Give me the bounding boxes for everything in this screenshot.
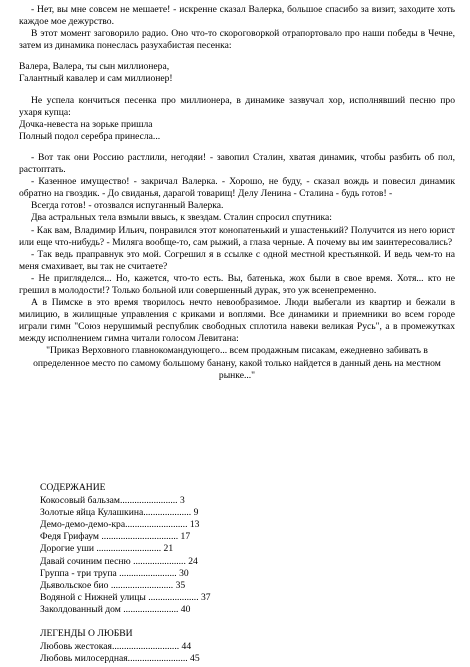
paragraph: - Не пригляделся... Но, кажется, что-то есть. Вы, батенька, жох были в свое время. Хотя... кто не грешил в молодости!? Только больной или совершенный дурак, это уж всенепременно. — [19, 272, 455, 296]
paragraph: - Так ведь праправнук это мой. Согрешил я в ссылке с одной местной крестьянкой. И ведь чем-то на меня смахивает, вы так не считаете? — [19, 248, 455, 272]
paragraph: - Как вам, Владимир Ильич, понравился этот конопатенький и ушастенький? Получится из него юрист или еще что-нибудь? - Миляга вообще-то, сам рыжий, а глаза черные. А почему вы им заинтересовались? — [19, 224, 455, 248]
toc-item: Заколдованный дом ....................... 40 — [40, 603, 191, 615]
paragraph: Всегда готов! - отозвался испуганный Валерка. — [31, 200, 224, 212]
paragraph: Не успела кончиться песенка про миллионера, в динамике зазвучал хор, исполнявший песню про ухаря купца: — [19, 94, 455, 118]
song-line: Дочка-невеста на зорьке пришла — [19, 118, 153, 130]
table-of-contents — [40, 482, 240, 665]
toc-list-section2 — [40, 641, 240, 665]
song-line: Валера, Валера, ты сын миллионера, — [19, 61, 170, 73]
toc-item: Любовь жестокая............................ 44 — [40, 641, 192, 653]
paragraph: - Вот так они Россию растлили, негодяи! - завопил Сталин, хватая динамик, чтобы разбить об пол, растоптать. — [19, 151, 455, 176]
toc-item: Демо-демо-демо-кра.......................... 13 — [40, 519, 200, 531]
toc-item: Федя Грифаум ................................ 17 — [40, 531, 191, 543]
paragraph: В этот момент заговорило радио. Оно что-то скороговоркой отрапортовало про наши победы в Чечне, затем из динамика понеслась разухабистая песенка: — [19, 28, 455, 52]
paragraph: - Казенное имущество! - закричал Валерка. - Хорошо, не буду, - сказал вождь и повесил динамик обратно на гвоздик. - До свиданья, дарагой товарищ! Делу Ленина - Сталина - будь готов! - — [19, 176, 455, 200]
paragraph: "Приказ Верховного главнокомандующего... всем продажным писакам, ежедневно забивать в определенное место по самому большому банану, какой только найдется в данный день на местном рынке..." — [33, 345, 441, 381]
toc-section-title: ЛЕГЕНДЫ О ЛЮБВИ — [40, 628, 133, 640]
song-line: Галантный кавалер и сам миллионер! — [19, 73, 173, 85]
paragraph: А в Пимске в это время творилось нечто невообразимое. Люди выбегали из квартир и бежали в милицию, в жилищные управления с криками и воплями. Все динамики и приемники во всем городе играли гимн "Союз нерушимый республик свободных сплотила навеки великая Русь", а в промежутках между исполнением гимна читали голосом Левитана: — [19, 297, 455, 345]
toc-item: Любовь милосердная......................... 45 — [40, 653, 200, 665]
toc-item: Группа - три трупа ........................ 30 — [40, 567, 189, 579]
paragraph: - Нет, вы мне совсем не мешаете! - искренне сказал Валерка, большое спасибо за визит, заходите хоть каждое мое дежурство. — [19, 4, 455, 28]
toc-item: Золотые яйца Кулашкина.................... 9 — [40, 507, 199, 519]
toc-item: Дьявольское био .......................... 35 — [40, 579, 186, 591]
toc-item: Кокосовый бальзам........................ 3 — [40, 495, 185, 507]
toc-item: Водяной с Нижней улицы ..................... 37 — [40, 591, 211, 603]
toc-item: Дорогие уши ........................... 21 — [40, 543, 174, 555]
toc-item: Давай сочиним песню ...................... 24 — [40, 555, 198, 567]
paragraph: Два астральных тела взмыли ввысь, к звездам. Сталин спросил спутника: — [31, 212, 332, 224]
toc-title: СОДЕРЖАНИЕ — [40, 482, 106, 493]
toc-list — [40, 495, 240, 616]
song-line: Полный подол серебра принесла... — [19, 130, 161, 142]
story-text — [19, 4, 455, 382]
